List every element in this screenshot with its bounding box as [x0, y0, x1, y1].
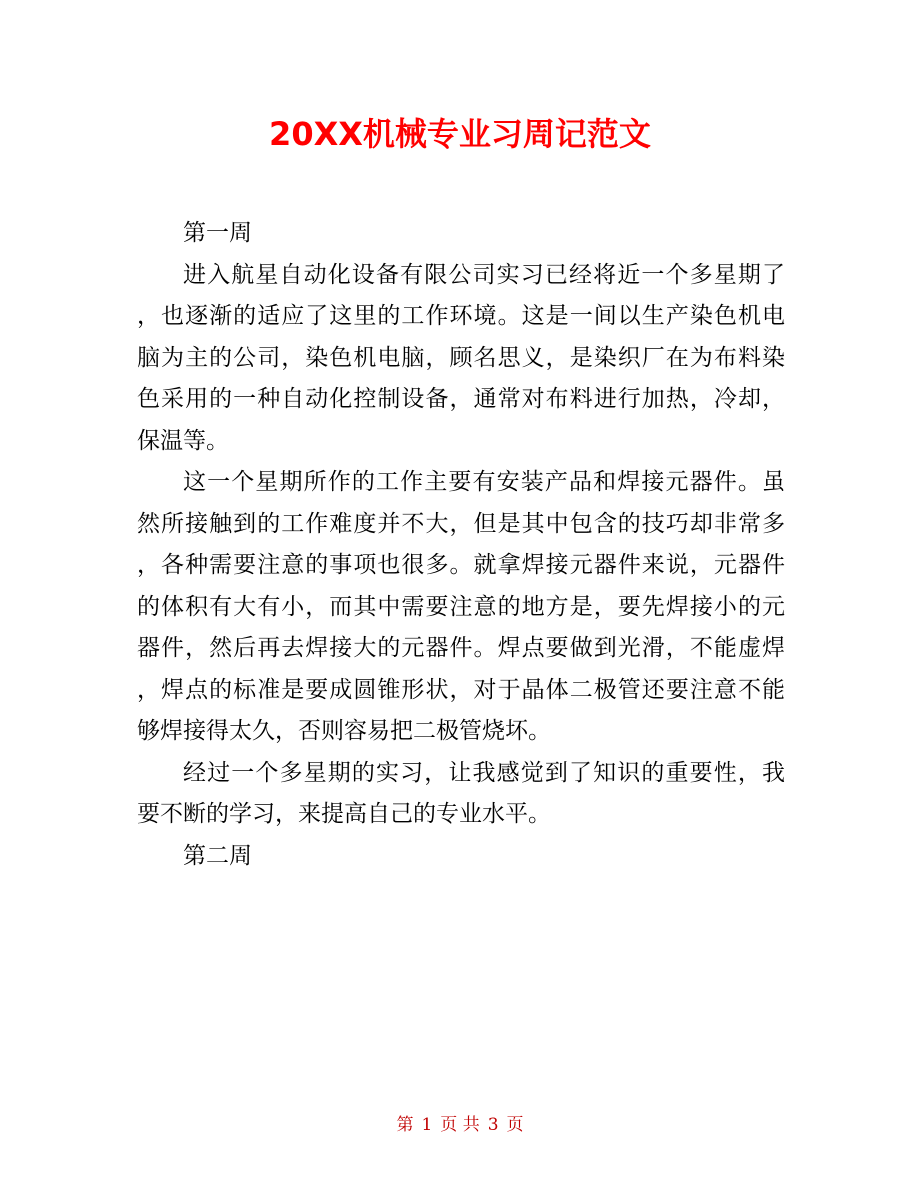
text-line: 这一个星期所作的工作主要有安装产品和焊接元器件。虽 [183, 469, 785, 495]
text-line: 进入航星自动化设备有限公司实习已经将近一个多星期了 [183, 261, 785, 288]
paragraph-reflection [137, 753, 785, 836]
week-two-heading: 第二周 [183, 842, 252, 869]
text-line: ，焊点的标准是要成圆锥形状，对于晶体二极管还要注意不能 [137, 676, 785, 703]
text-line: 脑为主的公司，染色机电脑，顾名思义，是染织厂在为布料染 [137, 344, 785, 371]
text-line: 器件，然后再去焊接大的元器件。焊点要做到光滑，不能虚焊 [137, 635, 785, 661]
footer-middle: 页 共 [440, 1115, 480, 1135]
footer-page-number: 1 [421, 1115, 433, 1135]
paragraph-week-one-heading [137, 213, 785, 255]
text-line: 要不断的学习，来提高自己的专业水平。 [137, 801, 551, 827]
document-body [137, 213, 785, 877]
text-line: ，也逐渐的适应了这里的工作环境。这是一间以生产染色机电 [137, 303, 785, 329]
text-line: 保温等。 [137, 427, 229, 454]
footer-total-pages: 3 [487, 1115, 499, 1135]
document-title: 20XX机械专业习周记范文 [269, 115, 651, 153]
page-footer [0, 1113, 920, 1137]
footer-suffix: 页 [506, 1115, 524, 1135]
text-line: 色采用的一种自动化控制设备，通常对布料进行加热，冷却， [137, 386, 785, 412]
paragraph-week-two-heading [137, 836, 785, 878]
paragraph-work-description [137, 462, 785, 753]
text-line: ，各种需要注意的事项也很多。就拿焊接元器件来说，元器件 [137, 552, 785, 578]
footer-prefix: 第 [396, 1115, 414, 1135]
text-line: 经过一个多星期的实习，让我感觉到了知识的重要性，我 [183, 759, 785, 786]
paragraph-internship-intro [137, 255, 785, 463]
text-line: 够焊接得太久，否则容易把二极管烧坏。 [137, 718, 551, 744]
text-line: 然所接触到的工作难度并不大，但是其中包含的技巧却非常多 [137, 510, 785, 537]
text-line: 的体积有大有小，而其中需要注意的地方是，要先焊接小的元 [137, 593, 785, 620]
week-one-heading: 第一周 [183, 220, 252, 246]
